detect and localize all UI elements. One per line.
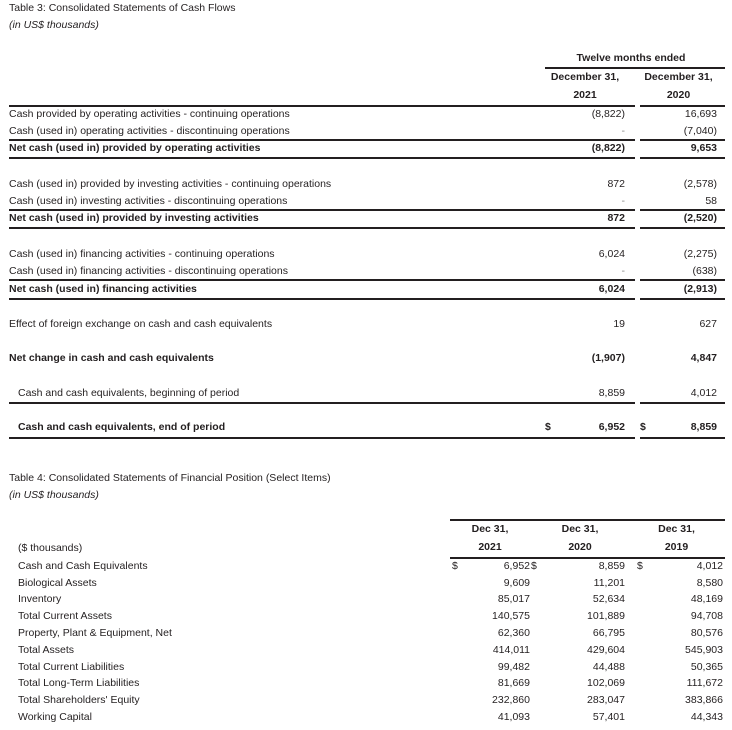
row-value-2020: 8,859 [598,560,625,572]
row-value-2020: (7,040) [683,125,717,137]
currency-symbol: $ [452,560,458,572]
divider [9,227,635,229]
row-label: Net cash (used in) provided by operating activities [9,142,261,154]
divider [640,157,725,159]
row-value-2020: 429,604 [587,644,625,656]
row-value-2020: 11,201 [593,577,625,589]
table3-col2-header-line1: December 31, [644,71,713,83]
row-label: Cash and Cash Equivalents [18,560,148,572]
row-value-2021: 99,482 [497,661,530,673]
row-value-2020: 66,795 [592,627,625,639]
row-label: Effect of foreign exchange on cash and cash equivalents [9,318,273,330]
row-value-2020: 9,653 [690,142,717,154]
row-label: Cash (used in) provided by investing activities - continuing operations [9,178,332,190]
row-value-2021: 81,669 [497,677,530,689]
row-label: Biological Assets [18,577,97,589]
row-label: Cash (used in) financing activities - continuing operations [9,248,275,260]
divider [640,209,725,211]
table4-col1-header-line1: Dec 31, [471,523,509,535]
row-value-2021: - [621,195,625,207]
row-label: Cash (used in) investing activities - discontinuing operations [9,195,288,207]
row-value-2020: 44,488 [592,661,625,673]
row-value-2021: (8,822) [591,108,625,120]
table3-header-group: Twelve months ended [576,52,686,64]
divider [545,67,725,69]
divider [9,437,635,439]
row-value-2020: 101,889 [587,610,625,622]
row-value-2020: (2,578) [683,178,717,190]
row-value-2021: 872 [607,212,625,224]
divider [640,227,725,229]
row-value-2021: (8,822) [591,142,625,154]
row-value-2021: 9,609 [503,577,530,589]
row-value-2019: 8,580 [696,577,723,589]
table4-col2-header-line2: 2020 [568,541,592,553]
row-value-2020: 4,012 [690,387,717,399]
divider [9,157,635,159]
divider [640,139,725,141]
currency-symbol: $ [637,560,643,572]
row-value-2020: 8,859 [690,421,717,433]
row-label: Inventory [18,593,62,605]
row-value-2021: 8,859 [598,387,625,399]
divider [640,402,725,404]
row-label: Cash and cash equivalents, end of period [18,421,226,433]
currency-symbol: $ [531,560,537,572]
table4-col1-header-line2: 2021 [478,541,502,553]
row-value-2020: (2,913) [683,283,717,295]
divider [9,279,635,281]
row-value-2021: - [621,265,625,277]
row-label: Cash provided by operating activities - continuing operations [9,108,290,120]
row-label: Total Assets [18,644,75,656]
row-value-2021: 19 [613,318,625,330]
row-value-2019: 50,365 [690,661,723,673]
table3-col2-header-line2: 2020 [666,89,691,101]
row-value-2021: 6,952 [598,421,625,433]
row-value-2020: (2,520) [683,212,717,224]
table3-col1-header-line1: December 31, [550,71,620,83]
row-value-2021: 232,860 [492,694,530,706]
divider [640,105,725,107]
row-label: Net cash (used in) financing activities [9,283,197,295]
row-value-2019: 545,903 [685,644,723,656]
row-value-2020: 102,069 [587,677,625,689]
row-label: Net change in cash and cash equivalents [9,352,214,364]
row-value-2019: 48,169 [690,593,723,605]
table4-subtitle: (in US$ thousands) [9,489,99,501]
row-value-2019: 94,708 [690,610,723,622]
row-value-2021: 414,011 [492,644,530,656]
row-value-2020: 57,401 [592,711,625,723]
row-value-2020: 4,847 [690,352,717,364]
currency-symbol: $ [545,421,551,433]
table3-title: Table 3: Consolidated Statements of Cash Flows [9,2,236,14]
row-value-2020: 58 [705,195,717,207]
divider [640,298,725,300]
row-label: Total Shareholders' Equity [18,694,140,706]
divider [640,279,725,281]
divider [9,209,635,211]
row-label: Net cash (used in) provided by investing activities [9,212,259,224]
table3-col1-header-line2: 2021 [573,89,597,101]
table3-subtitle: (in US$ thousands) [9,19,99,31]
row-value-2019: 111,672 [686,677,723,689]
row-label: Cash (used in) operating activities - discontinuing operations [9,125,290,137]
row-value-2021: - [621,125,625,137]
row-value-2021: 6,024 [598,248,625,260]
divider [9,298,635,300]
row-value-2021: 872 [607,178,625,190]
row-label: Cash (used in) financing activities - discontinuing operations [9,265,288,277]
divider [9,402,635,404]
row-value-2020: 52,634 [592,593,625,605]
row-label: Cash and cash equivalents, beginning of period [18,387,240,399]
row-value-2020: 283,047 [587,694,625,706]
row-value-2021: 41,093 [497,711,530,723]
table4-unit-label: ($ thousands) [18,542,83,554]
row-value-2021: 85,017 [497,593,530,605]
row-value-2020: (2,275) [683,248,717,260]
row-label: Property, Plant & Equipment, Net [18,627,172,639]
divider [9,105,635,107]
table4-col3-header-line1: Dec 31, [658,523,695,535]
row-value-2021: 62,360 [497,627,530,639]
row-value-2021: (1,907) [591,352,625,364]
row-label: Total Long-Term Liabilities [18,677,140,689]
row-value-2021: 6,952 [503,560,530,572]
row-value-2019: 44,343 [690,711,723,723]
divider [640,437,725,439]
row-value-2020: 627 [699,318,717,330]
row-value-2021: 140,575 [492,610,530,622]
row-value-2021: 6,024 [598,283,625,295]
row-value-2019: 80,576 [690,627,723,639]
divider [450,519,725,521]
table4-col3-header-line2: 2019 [664,541,689,553]
row-value-2020: (638) [692,265,717,277]
row-value-2019: 4,012 [696,560,723,572]
row-label: Total Current Liabilities [18,661,125,673]
row-label: Total Current Assets [18,610,112,622]
row-label: Working Capital [18,711,92,723]
table4-title: Table 4: Consolidated Statements of Financial Position (Select Items) [9,472,331,484]
divider [450,557,725,559]
table4-col2-header-line1: Dec 31, [561,523,599,535]
divider [9,139,635,141]
row-value-2020: 16,693 [684,108,717,120]
row-value-2019: 383,866 [685,694,723,706]
currency-symbol: $ [640,421,646,433]
